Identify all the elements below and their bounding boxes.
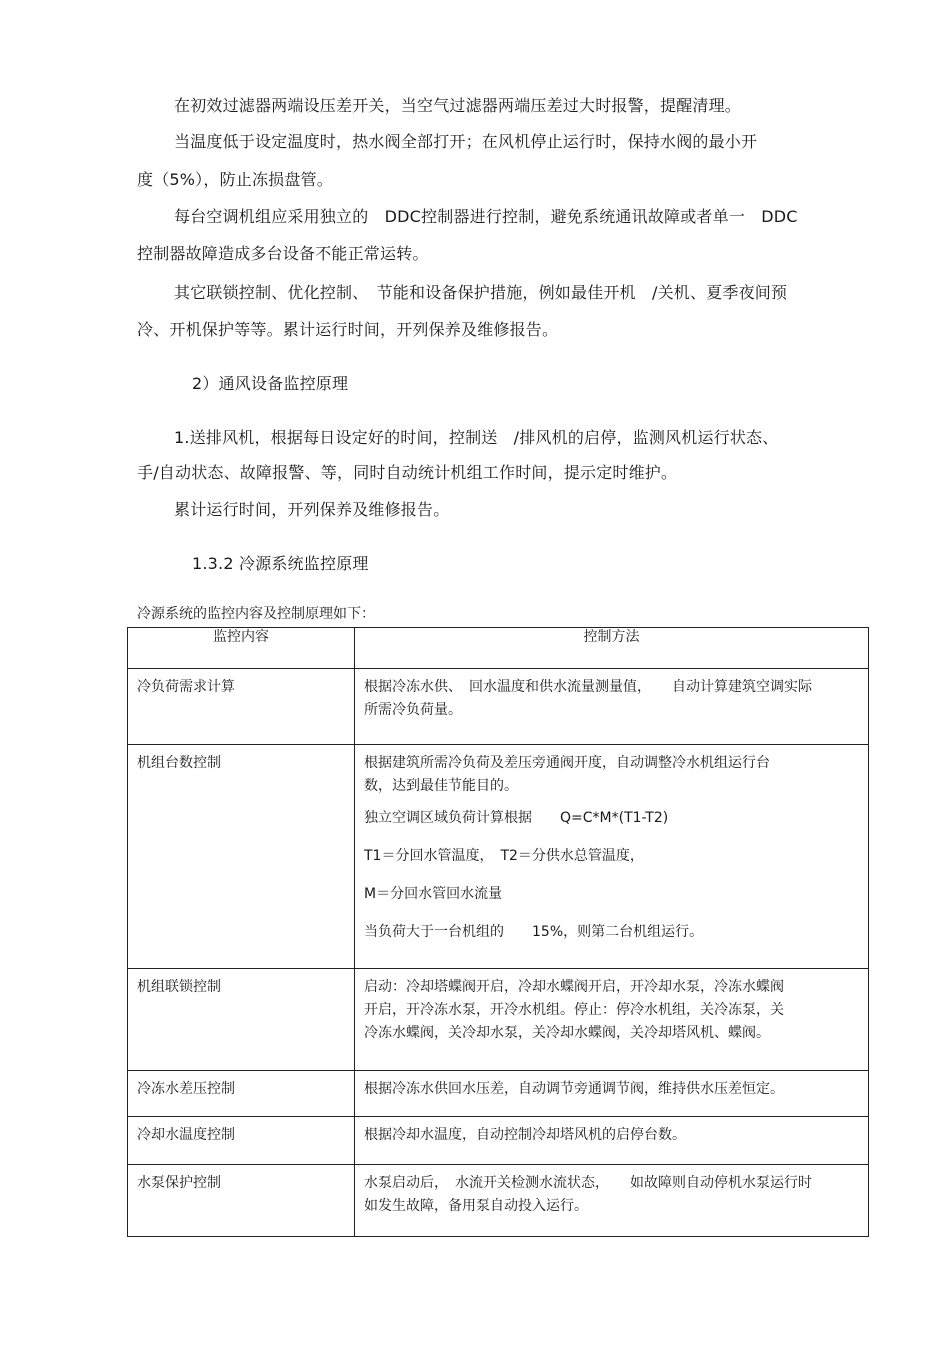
row-method [355, 745, 869, 969]
paragraph-heating-valve: 当温度低于设定温度时，热水阀全部打开；在风机停止运行时，保持水阀的最小开 [174, 132, 758, 151]
method-line: 数，达到最佳节能目的。 [364, 778, 518, 794]
method-line: 水泵启动后， 水流开关检测水流状态， 如故障则自动停机水泵运行时 [364, 1175, 812, 1191]
control-table [127, 627, 869, 1237]
row-method [355, 669, 869, 745]
paragraph-filter-alarm: 在初效过滤器两端设压差开关，当空气过滤器两端压差过大时报警，提醒清理。 [174, 96, 742, 115]
table-row [128, 1117, 869, 1165]
header-monitor-content: 监控内容 [128, 628, 355, 669]
row-method [355, 1071, 869, 1117]
row-method [355, 969, 869, 1071]
paragraph-runtime: 累计运行时间，开列保养及维修报告。 [174, 500, 450, 519]
table-row [128, 745, 869, 969]
method-line: 当负荷大于一台机组的 15%，则第二台机组运行。 [364, 924, 704, 940]
method-line: 所需冷负荷量。 [364, 702, 462, 718]
table-caption: 冷源系统的监控内容及控制原理如下： [137, 606, 375, 622]
method-line: M＝分回水管回水流量 [364, 886, 503, 902]
table-row [128, 669, 869, 745]
method-line: 根据冷冻水供、 回水温度和供水流量测量值， 自动计算建筑空调实际 [364, 679, 812, 695]
paragraph-ddc-controller: 每台空调机组应采用独立的 DDC控制器进行控制，避免系统通讯故障或者单一 DDC [174, 207, 798, 226]
method-line: 根据冷冻水供回水压差，自动调节旁通调节阀，维持供水压差恒定。 [364, 1081, 784, 1097]
header-control-method: 控制方法 [355, 628, 869, 669]
paragraph-interlock-cont: 冷、开机保护等等。累计运行时间，开列保养及维修报告。 [137, 320, 559, 339]
method-line: 如发生故障，备用泵自动投入运行。 [364, 1198, 588, 1214]
row-method [355, 1117, 869, 1165]
method-line: 开启，开冷冻水泵，开冷水机组。停止：停冷水机组，关冷冻泵，关 [364, 1002, 784, 1018]
paragraph-heating-valve-cont: 度（5%），防止冻损盘管。 [137, 170, 333, 189]
row-label: 机组联锁控制 [128, 969, 355, 1071]
method-line: 启动：冷却塔蝶阀开启，冷却水蝶阀开启，开冷却水泵，冷冻水蝶阀 [364, 979, 784, 995]
row-label: 冷负荷需求计算 [128, 669, 355, 745]
table-row [128, 1165, 869, 1237]
row-label: 冷冻水差压控制 [128, 1071, 355, 1117]
method-line: 根据建筑所需冷负荷及差压旁通阀开度，自动调整冷水机组运行台 [364, 755, 770, 771]
section-heading-ventilation: 2）通风设备监控原理 [192, 374, 349, 393]
method-line: 根据冷却水温度，自动控制冷却塔风机的启停台数。 [364, 1127, 686, 1143]
method-line: 独立空调区域负荷计算根据 Q=C*M*(T1-T2) [364, 810, 669, 826]
row-label: 冷却水温度控制 [128, 1117, 355, 1165]
row-label: 机组台数控制 [128, 745, 355, 969]
table-header-row [128, 628, 869, 669]
section-heading-cold-source: 1.3.2 冷源系统监控原理 [192, 554, 369, 573]
paragraph-ddc-controller-cont: 控制器故障造成多台设备不能正常运转。 [137, 244, 429, 263]
paragraph-interlock: 其它联锁控制、优化控制、 节能和设备保护措施，例如最佳开机 /关机、夏季夜间预 [174, 283, 788, 302]
method-line: 冷冻水蝶阀，关冷却水泵，关冷却水蝶阀，关冷却塔风机、蝶阀。 [364, 1025, 770, 1041]
paragraph-fans: 1.送排风机，根据每日设定好的时间，控制送 /排风机的启停，监测风机运行状态、 [174, 428, 779, 447]
method-line: T1＝分回水管温度， T2＝分供水总管温度， [364, 848, 644, 864]
row-label: 水泵保护控制 [128, 1165, 355, 1237]
row-method [355, 1165, 869, 1237]
table-row [128, 1071, 869, 1117]
table-row [128, 969, 869, 1071]
paragraph-fans-cont: 手/自动状态、故障报警、等，同时自动统计机组工作时间，提示定时维护。 [137, 463, 678, 482]
